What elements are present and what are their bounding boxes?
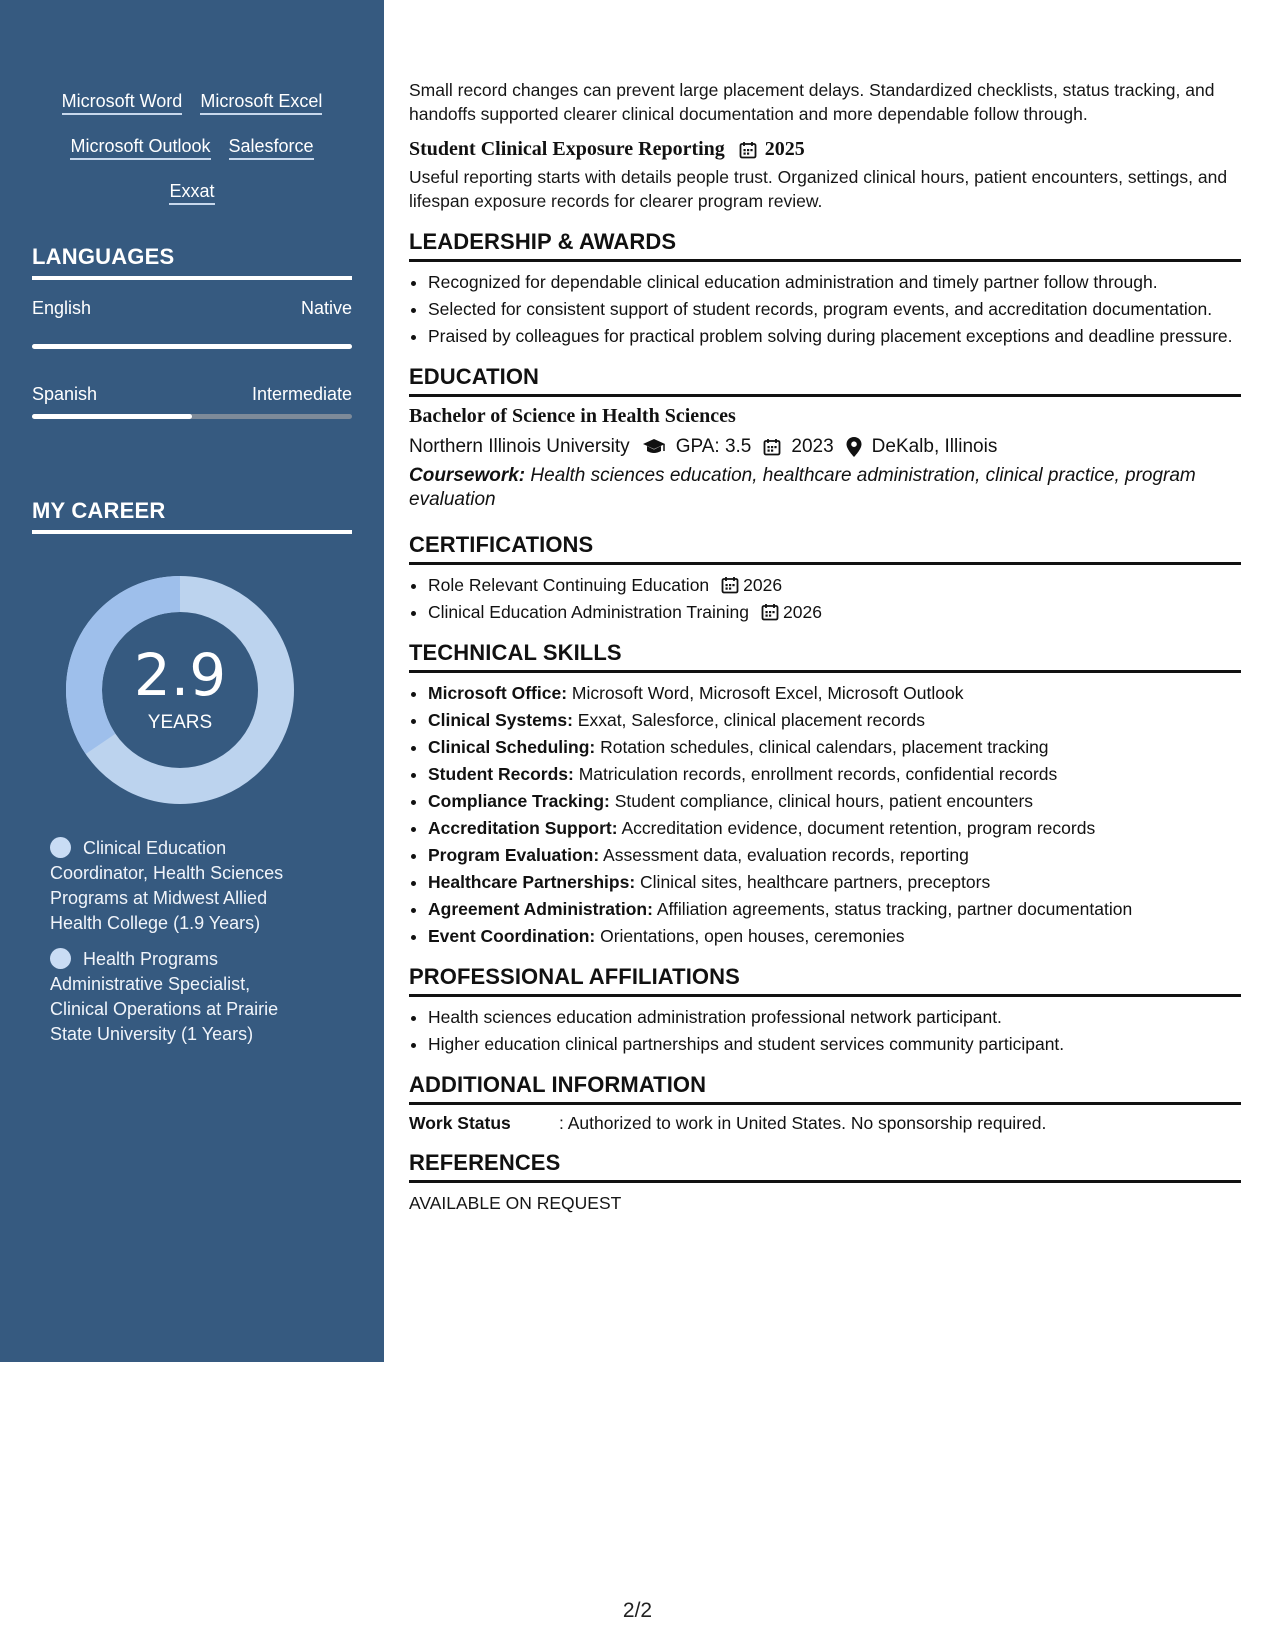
language-level: Intermediate: [251, 384, 352, 404]
career-total-years: 2.9: [133, 641, 227, 709]
language-row: [32, 384, 352, 405]
skill-value: Microsoft Word, Microsoft Excel, Microsoft Outlook: [567, 683, 964, 703]
list-item: • Recognized for dependable clinical education administration and timely partner follow through.: [428, 270, 1241, 294]
skill-value: Assessment data, evaluation records, reporting: [599, 845, 969, 865]
references-text: AVAILABLE ON REQUEST: [409, 1193, 622, 1213]
language-row: [32, 298, 352, 319]
page-number: 2/2: [622, 1599, 653, 1622]
list-item: [428, 600, 1241, 624]
main-content: [409, 78, 1241, 1215]
calendar-icon: [721, 576, 739, 594]
education-degree: Bachelor of Science in Health Sciences: [409, 405, 736, 427]
list-item: [428, 816, 1241, 840]
skill-value: Affiliation agreements, status tracking, partner documentation: [652, 899, 1133, 919]
skill-value: Matriculation records, enrollment records, confidential records: [573, 764, 1058, 784]
language-level: Native: [300, 298, 352, 318]
list-item: • Selected for consistent support of student records, program events, and accreditation documentation.: [428, 297, 1241, 321]
language-bar-fill: [32, 344, 352, 349]
skill-label: Student Records:: [428, 764, 574, 784]
education-details: [409, 436, 1241, 458]
career-total-unit: YEARS: [147, 712, 213, 733]
coursework-text: Health sciences education, healthcare administration, clinical practice, program evaluation: [409, 465, 1196, 510]
references-heading: REFERENCES: [409, 1150, 1241, 1183]
language-bar-fill: [32, 414, 192, 419]
career-heading: MY CAREER: [32, 498, 352, 534]
project-title-row: [409, 138, 1241, 161]
language-bar: [32, 414, 352, 419]
languages-heading: LANGUAGES: [32, 244, 352, 280]
skill-label: Program Evaluation:: [428, 845, 600, 865]
education-location: DeKalb, Illinois: [871, 436, 998, 457]
list-item: [428, 843, 1241, 867]
skill-value: Exxat, Salesforce, clinical placement records: [572, 710, 926, 730]
affiliations-heading: PROFESSIONAL AFFILIATIONS: [409, 964, 1241, 997]
education-heading: EDUCATION: [409, 364, 1241, 397]
coursework-label: Coursework:: [409, 465, 526, 486]
skill-tag[interactable]: Microsoft Excel: [200, 85, 322, 115]
list-item: [428, 762, 1241, 786]
list-item: • Praised by colleagues for practical problem solving during placement exceptions and deadline pressure.: [428, 324, 1241, 348]
calendar-icon: [739, 141, 757, 159]
skill-value: Clinical sites, healthcare partners, preceptors: [635, 872, 991, 892]
list-item: [428, 708, 1241, 732]
calendar-icon: [763, 438, 781, 456]
language-name: English: [32, 298, 92, 318]
skill-label: Healthcare Partnerships:: [428, 872, 636, 892]
skill-tag[interactable]: Salesforce: [229, 130, 314, 160]
skill-tag[interactable]: Microsoft Word: [62, 85, 183, 115]
graduation-cap-icon: [642, 438, 666, 456]
intro-paragraph: Small record changes can prevent large placement delays. Standardized checklists, status tracking, and handoffs supported clearer clinical documentation and more dependable follow through.: [409, 80, 1215, 124]
bullet-dot-icon: [50, 948, 71, 969]
career-item-text: Clinical Education Coordinator, Health Sciences Programs at Midwest Allied Health College (1.9 Years): [50, 838, 284, 933]
skill-label: Clinical Scheduling:: [428, 737, 596, 757]
education-year: 2023: [791, 436, 834, 457]
list-item: [428, 870, 1241, 894]
leadership-list: [409, 270, 1241, 348]
skill-label: Compliance Tracking:: [428, 791, 610, 811]
list-item: [428, 681, 1241, 705]
skill-label: Event Coordination:: [428, 926, 596, 946]
list-item: [428, 924, 1241, 948]
education-coursework: [409, 464, 1241, 512]
work-status-value: : Authorized to work in United States. No sponsorship required.: [559, 1113, 1047, 1133]
project-year: 2025: [764, 138, 805, 160]
skill-value: Rotation schedules, clinical calendars, placement tracking: [595, 737, 1049, 757]
work-status-row: [409, 1113, 1241, 1134]
technical-skills-heading: TECHNICAL SKILLS: [409, 640, 1241, 673]
certification-name: • Clinical Education Administration Training: [428, 602, 749, 622]
additional-info-heading: ADDITIONAL INFORMATION: [409, 1072, 1241, 1105]
list-item: [428, 897, 1241, 921]
list-item: [428, 789, 1241, 813]
language-bar: [32, 344, 352, 349]
project-title: Student Clinical Exposure Reporting: [409, 138, 725, 160]
skill-value: Accreditation evidence, document retention, program records: [617, 818, 1096, 838]
project-description: Useful reporting starts with details people trust. Organized clinical hours, patient encounters, settings, and lifespan exposure records for clearer program review.: [409, 167, 1228, 211]
skill-label: Accreditation Support:: [428, 818, 618, 838]
technical-skills-list: [409, 681, 1241, 948]
certification-year: 2026: [783, 602, 822, 622]
skill-tag[interactable]: Exxat: [169, 175, 214, 205]
location-pin-icon: [846, 437, 862, 457]
skill-label: Clinical Systems:: [428, 710, 573, 730]
bullet-dot-icon: [50, 837, 71, 858]
list-item: [428, 735, 1241, 759]
list-item: • Health sciences education administration professional network participant.: [428, 1005, 1241, 1029]
list-item: • Higher education clinical partnerships and student services community participant.: [428, 1032, 1241, 1056]
education-gpa: GPA: 3.5: [675, 436, 752, 457]
list-item: [428, 573, 1241, 597]
certification-name: • Role Relevant Continuing Education: [428, 575, 710, 595]
language-name: Spanish: [32, 384, 98, 404]
career-item-text: Health Programs Administrative Specialist, Clinical Operations at Prairie State University (1 Years): [50, 949, 279, 1044]
skill-value: Orientations, open houses, ceremonies: [595, 926, 905, 946]
skill-tags: [32, 78, 352, 213]
calendar-icon: [761, 603, 779, 621]
certifications-list: [409, 573, 1241, 624]
skill-label: Agreement Administration:: [428, 899, 653, 919]
affiliations-list: [409, 1005, 1241, 1056]
skill-tag[interactable]: Microsoft Outlook: [70, 130, 210, 160]
skill-value: Student compliance, clinical hours, patient encounters: [609, 791, 1034, 811]
leadership-heading: LEADERSHIP & AWARDS: [409, 229, 1241, 262]
career-item: [50, 947, 310, 1047]
certification-year: 2026: [743, 575, 783, 595]
sidebar: [0, 0, 384, 1362]
work-status-label: Work Status: [409, 1113, 511, 1133]
career-item: [50, 836, 310, 936]
skill-label: Microsoft Office:: [428, 683, 568, 703]
education-school: Northern Illinois University: [409, 436, 630, 457]
certifications-heading: CERTIFICATIONS: [409, 532, 1241, 565]
